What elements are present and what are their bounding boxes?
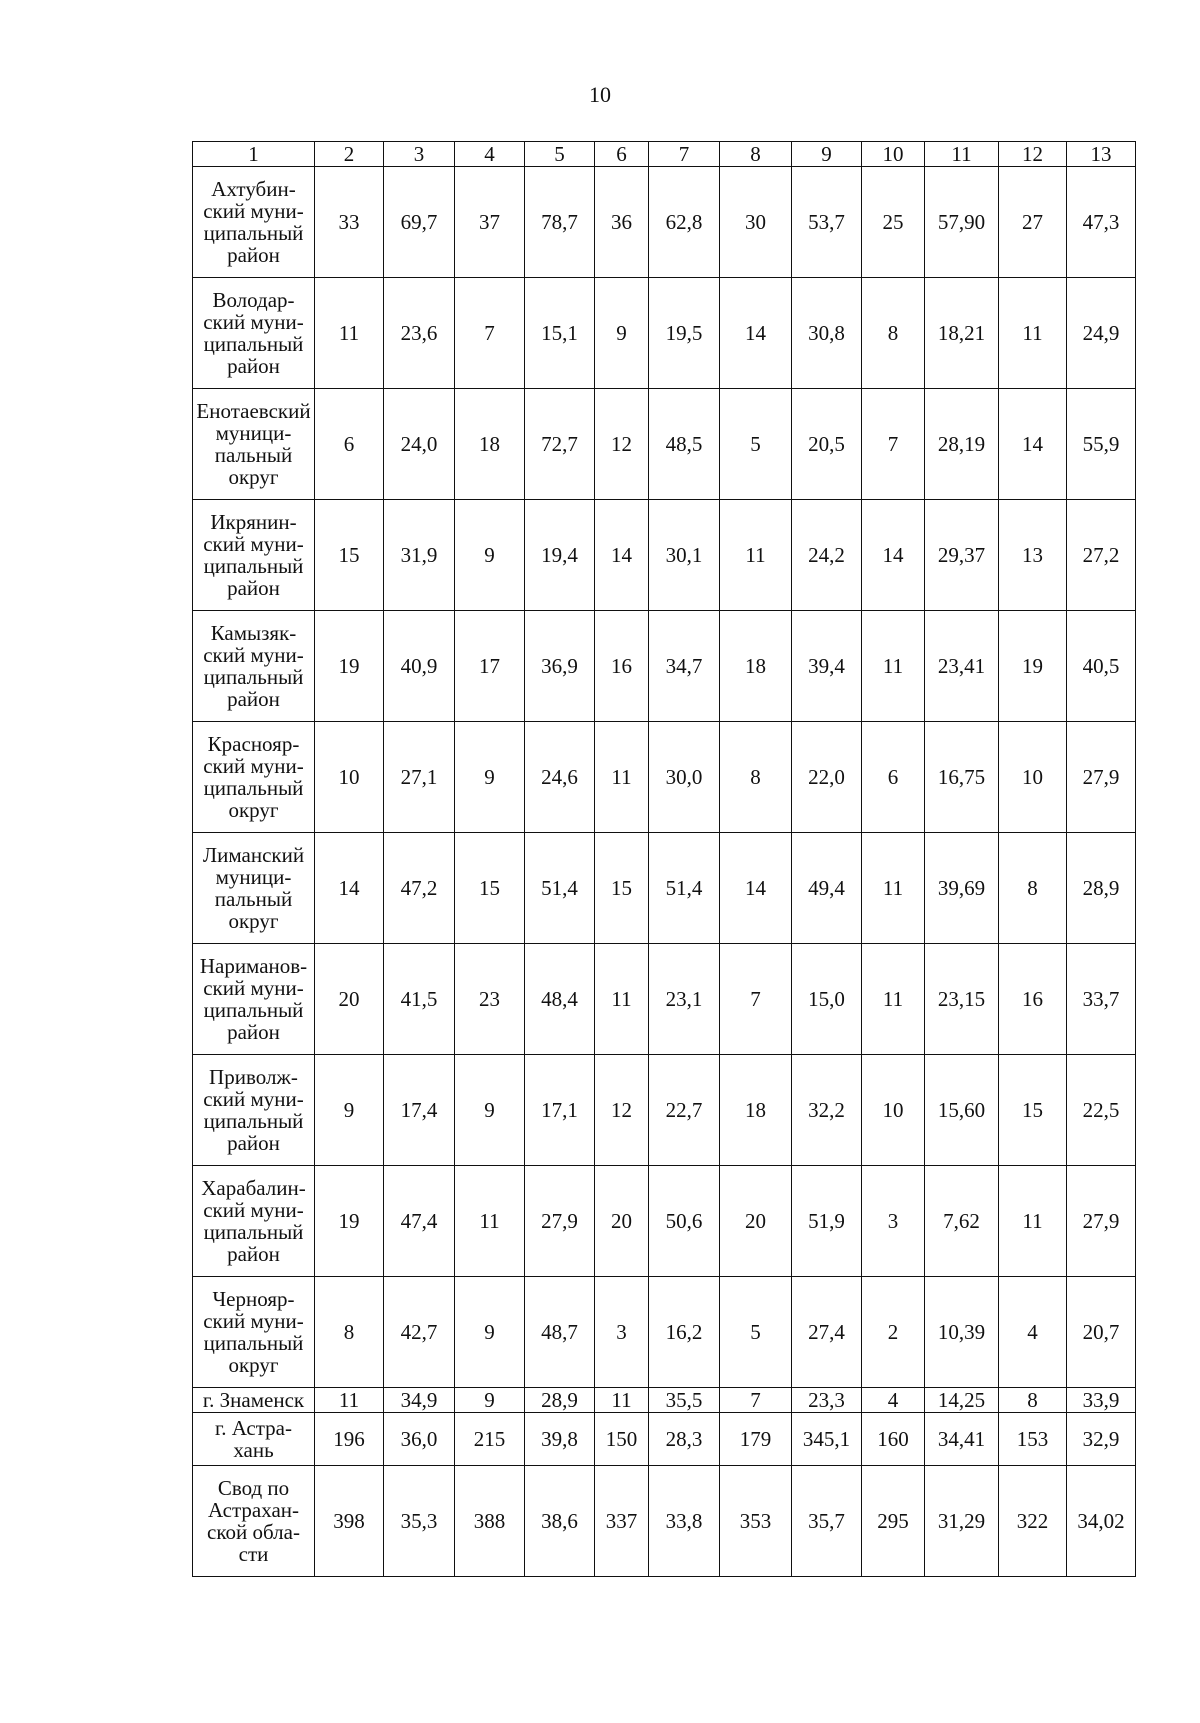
value-cell: 39,4 [792,611,862,722]
region-name-line: ский муни- [203,1309,304,1333]
region-name-line: ский муни- [203,1087,304,1111]
value-cell: 11 [315,278,384,389]
value-cell: 27,1 [384,722,455,833]
value-cell: 19,4 [525,500,595,611]
value-cell: 9 [455,1055,525,1166]
value-cell: 10,39 [925,1277,999,1388]
column-header: 2 [315,142,384,167]
value-cell: 23,3 [792,1388,862,1413]
value-cell: 22,0 [792,722,862,833]
value-cell: 15,0 [792,944,862,1055]
value-cell: 13 [999,500,1067,611]
value-cell: 34,7 [649,611,720,722]
value-cell: 398 [315,1466,384,1577]
value-cell: 14 [862,500,925,611]
column-header: 10 [862,142,925,167]
value-cell: 31,29 [925,1466,999,1577]
value-cell: 30,0 [649,722,720,833]
region-name-line: ципальный [203,1220,304,1244]
region-name-line: ский муни- [203,976,304,1000]
value-cell: 20,5 [792,389,862,500]
value-cell: 7 [720,944,792,1055]
region-name-cell [193,722,315,833]
region-name-line: ципальный [203,332,304,356]
value-cell: 11 [595,1388,649,1413]
region-name-line: округ [228,798,279,822]
value-cell: 28,19 [925,389,999,500]
region-name-line: сти [238,1542,269,1566]
value-cell: 24,6 [525,722,595,833]
value-cell: 15 [455,833,525,944]
value-cell: 17 [455,611,525,722]
value-cell: 39,8 [525,1413,595,1466]
value-cell: 295 [862,1466,925,1577]
column-header: 9 [792,142,862,167]
value-cell: 11 [315,1388,384,1413]
region-name-cell [193,1166,315,1277]
table-header-row [193,142,1136,167]
column-header: 7 [649,142,720,167]
region-name-line: Нариманов- [199,954,308,978]
table-row [193,1055,1136,1166]
value-cell: 11 [595,944,649,1055]
value-cell: 47,2 [384,833,455,944]
column-header: 1 [193,142,315,167]
value-cell: 7 [862,389,925,500]
region-name-line: район [227,576,280,600]
region-name-line: Астрахан- [208,1498,299,1522]
value-cell: 36,9 [525,611,595,722]
table-row [193,278,1136,389]
value-cell: 33 [315,167,384,278]
table-row [193,1277,1136,1388]
value-cell: 42,7 [384,1277,455,1388]
value-cell: 22,7 [649,1055,720,1166]
value-cell: 23,41 [925,611,999,722]
value-cell: 4 [862,1388,925,1413]
value-cell: 41,5 [384,944,455,1055]
region-name-line: район [227,1242,280,1266]
value-cell: 215 [455,1413,525,1466]
region-name-line: Володар- [212,288,295,312]
value-cell: 160 [862,1413,925,1466]
value-cell: 19 [999,611,1067,722]
data-table [192,141,1136,1577]
value-cell: 8 [862,278,925,389]
value-cell: 27,9 [525,1166,595,1277]
region-name-line: ципальный [203,221,304,245]
region-name-line: Икрянин- [210,510,297,534]
column-header: 8 [720,142,792,167]
value-cell: 9 [455,1388,525,1413]
value-cell: 36,0 [384,1413,455,1466]
region-name-line: округ [228,1353,279,1377]
region-name-line: Свод по [217,1476,290,1500]
value-cell: 57,90 [925,167,999,278]
region-name-line: ципальный [203,1109,304,1133]
value-cell: 8 [720,722,792,833]
value-cell: 15,60 [925,1055,999,1166]
value-cell: 179 [720,1413,792,1466]
value-cell: 30,8 [792,278,862,389]
region-name-line: муници- [215,865,292,889]
value-cell: 27 [999,167,1067,278]
value-cell: 35,3 [384,1466,455,1577]
value-cell: 18 [455,389,525,500]
value-cell: 10 [315,722,384,833]
value-cell: 33,8 [649,1466,720,1577]
table-row [193,944,1136,1055]
value-cell: 22,5 [1067,1055,1136,1166]
region-name-line: район [227,354,280,378]
table-row [193,611,1136,722]
column-header: 5 [525,142,595,167]
value-cell: 48,7 [525,1277,595,1388]
value-cell: 322 [999,1466,1067,1577]
region-name-line: Харабалин- [201,1176,306,1200]
region-name-cell [193,1055,315,1166]
page-number: 10 [589,82,611,107]
value-cell: 47,3 [1067,167,1136,278]
region-name-line: ципальный [203,554,304,578]
value-cell: 25 [862,167,925,278]
table-row [193,500,1136,611]
region-name-line: ципальный [203,1331,304,1355]
column-header: 13 [1067,142,1136,167]
value-cell: 19,5 [649,278,720,389]
value-cell: 9 [455,722,525,833]
value-cell: 28,9 [525,1388,595,1413]
region-name-cell [193,611,315,722]
region-name-line: ский муни- [203,1198,304,1222]
value-cell: 11 [999,1166,1067,1277]
value-cell: 11 [455,1166,525,1277]
value-cell: 36 [595,167,649,278]
value-cell: 32,9 [1067,1413,1136,1466]
region-name-line: ципальный [203,665,304,689]
value-cell: 30,1 [649,500,720,611]
region-name-line: ский муни- [203,310,304,334]
region-name-cell [193,1466,315,1577]
value-cell: 39,69 [925,833,999,944]
region-name-cell [193,944,315,1055]
value-cell: 7 [720,1388,792,1413]
value-cell: 15 [315,500,384,611]
value-cell: 15,1 [525,278,595,389]
region-name-line: Ахтубин- [211,177,296,201]
column-header: 12 [999,142,1067,167]
value-cell: 20,7 [1067,1277,1136,1388]
value-cell: 16,75 [925,722,999,833]
region-name-line: Камызяк- [210,621,297,645]
value-cell: 51,4 [525,833,595,944]
region-name-line: Лиманский [202,843,305,867]
table-row [193,1413,1136,1466]
region-name-line: г. Знаменск [202,1388,305,1412]
table-row [193,722,1136,833]
value-cell: 14 [720,278,792,389]
value-cell: 19 [315,1166,384,1277]
value-cell: 23,6 [384,278,455,389]
value-cell: 51,4 [649,833,720,944]
value-cell: 24,9 [1067,278,1136,389]
value-cell: 34,9 [384,1388,455,1413]
value-cell: 10 [999,722,1067,833]
value-cell: 15 [595,833,649,944]
region-name-line: г. Астра- [215,1416,292,1440]
value-cell: 18,21 [925,278,999,389]
value-cell: 78,7 [525,167,595,278]
value-cell: 23,15 [925,944,999,1055]
region-name-line: ский муни- [203,754,304,778]
value-cell: 14 [720,833,792,944]
value-cell: 153 [999,1413,1067,1466]
value-cell: 69,7 [384,167,455,278]
value-cell: 5 [720,389,792,500]
region-name-line: пальный [214,887,293,911]
value-cell: 49,4 [792,833,862,944]
value-cell: 9 [455,1277,525,1388]
value-cell: 27,2 [1067,500,1136,611]
region-name-cell [193,1277,315,1388]
value-cell: 6 [862,722,925,833]
region-name-line: хань [233,1438,274,1462]
column-header: 6 [595,142,649,167]
value-cell: 37 [455,167,525,278]
value-cell: 20 [315,944,384,1055]
value-cell: 14,25 [925,1388,999,1413]
value-cell: 35,5 [649,1388,720,1413]
value-cell: 16 [999,944,1067,1055]
value-cell: 11 [862,944,925,1055]
value-cell: 19 [315,611,384,722]
value-cell: 31,9 [384,500,455,611]
value-cell: 17,4 [384,1055,455,1166]
value-cell: 337 [595,1466,649,1577]
region-name-line: ской обла- [207,1520,300,1544]
value-cell: 388 [455,1466,525,1577]
value-cell: 14 [315,833,384,944]
value-cell: 9 [455,500,525,611]
region-name-line: муници- [215,421,292,445]
region-name-line: район [227,1131,280,1155]
value-cell: 34,41 [925,1413,999,1466]
region-name-line: округ [228,465,279,489]
region-name-line: Енотаевский [196,399,311,423]
value-cell: 9 [595,278,649,389]
value-cell: 11 [862,833,925,944]
value-cell: 17,1 [525,1055,595,1166]
region-name-line: округ [228,909,279,933]
value-cell: 23 [455,944,525,1055]
value-cell: 11 [862,611,925,722]
region-name-line: район [227,243,280,267]
value-cell: 32,2 [792,1055,862,1166]
value-cell: 20 [595,1166,649,1277]
region-name-line: ский муни- [203,199,304,223]
value-cell: 18 [720,1055,792,1166]
value-cell: 7,62 [925,1166,999,1277]
region-name-cell [193,833,315,944]
value-cell: 20 [720,1166,792,1277]
value-cell: 150 [595,1413,649,1466]
value-cell: 15 [999,1055,1067,1166]
value-cell: 24,2 [792,500,862,611]
value-cell: 33,9 [1067,1388,1136,1413]
value-cell: 12 [595,1055,649,1166]
value-cell: 345,1 [792,1413,862,1466]
region-name-line: пальный [214,443,293,467]
region-name-line: район [227,687,280,711]
value-cell: 9 [315,1055,384,1166]
value-cell: 48,4 [525,944,595,1055]
region-name-line: ский муни- [203,532,304,556]
region-name-line: ский муни- [203,643,304,667]
value-cell: 35,7 [792,1466,862,1577]
value-cell: 14 [999,389,1067,500]
value-cell: 8 [315,1277,384,1388]
value-cell: 51,9 [792,1166,862,1277]
region-name-line: Чернояр- [212,1287,295,1311]
value-cell: 14 [595,500,649,611]
value-cell: 50,6 [649,1166,720,1277]
value-cell: 28,3 [649,1413,720,1466]
region-name-line: ципальный [203,776,304,800]
value-cell: 47,4 [384,1166,455,1277]
value-cell: 55,9 [1067,389,1136,500]
value-cell: 196 [315,1413,384,1466]
value-cell: 8 [999,1388,1067,1413]
region-name-line: Приволж- [209,1065,298,1089]
table-row [193,1466,1136,1577]
value-cell: 30 [720,167,792,278]
value-cell: 353 [720,1466,792,1577]
value-cell: 16 [595,611,649,722]
value-cell: 27,9 [1067,1166,1136,1277]
value-cell: 33,7 [1067,944,1136,1055]
value-cell: 16,2 [649,1277,720,1388]
value-cell: 53,7 [792,167,862,278]
region-name-cell [193,500,315,611]
value-cell: 11 [999,278,1067,389]
table-row [193,1166,1136,1277]
value-cell: 3 [862,1166,925,1277]
value-cell: 40,5 [1067,611,1136,722]
region-name-line: район [227,1020,280,1044]
value-cell: 40,9 [384,611,455,722]
value-cell: 6 [315,389,384,500]
value-cell: 3 [595,1277,649,1388]
region-name-cell [193,167,315,278]
value-cell: 34,02 [1067,1466,1136,1577]
region-name-line: ципальный [203,998,304,1022]
value-cell: 11 [595,722,649,833]
value-cell: 7 [455,278,525,389]
region-name-cell [193,389,315,500]
region-name-cell [193,278,315,389]
value-cell: 11 [720,500,792,611]
table-row [193,389,1136,500]
value-cell: 62,8 [649,167,720,278]
value-cell: 2 [862,1277,925,1388]
table-row [193,167,1136,278]
value-cell: 72,7 [525,389,595,500]
value-cell: 29,37 [925,500,999,611]
column-header: 11 [925,142,999,167]
table-row [193,833,1136,944]
value-cell: 18 [720,611,792,722]
value-cell: 27,4 [792,1277,862,1388]
value-cell: 23,1 [649,944,720,1055]
column-header: 3 [384,142,455,167]
region-name-cell [193,1388,315,1413]
value-cell: 10 [862,1055,925,1166]
value-cell: 28,9 [1067,833,1136,944]
value-cell: 24,0 [384,389,455,500]
table-row [193,1388,1136,1413]
value-cell: 4 [999,1277,1067,1388]
region-name-line: Краснояр- [207,732,300,756]
region-name-cell [193,1413,315,1466]
value-cell: 5 [720,1277,792,1388]
value-cell: 48,5 [649,389,720,500]
value-cell: 12 [595,389,649,500]
value-cell: 27,9 [1067,722,1136,833]
column-header: 4 [455,142,525,167]
value-cell: 38,6 [525,1466,595,1577]
value-cell: 8 [999,833,1067,944]
